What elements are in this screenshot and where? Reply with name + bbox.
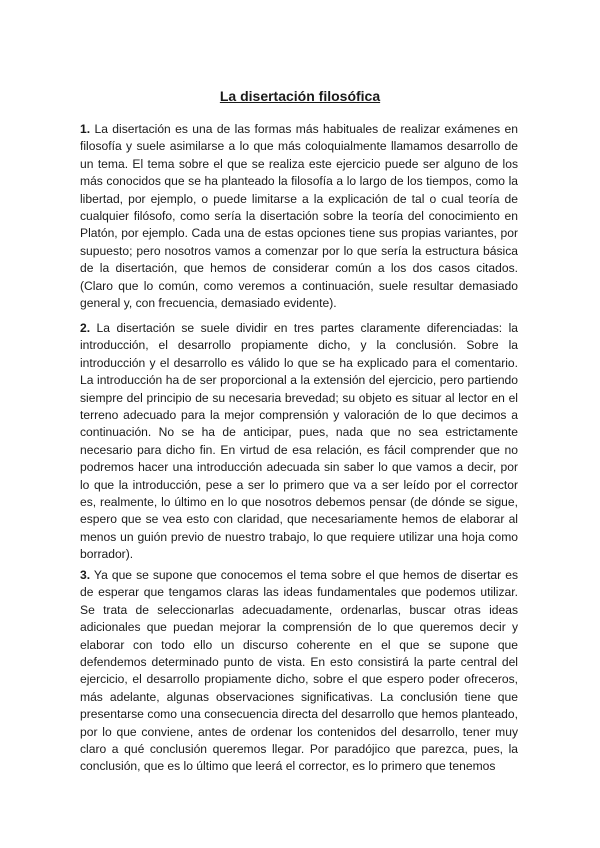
paragraph-3 bbox=[80, 567, 518, 776]
paragraph-number: 2. bbox=[80, 321, 91, 335]
paragraph-text: La disertación se suele dividir en tres partes claramente diferenciadas: la introducción, el desarrollo propiamente dicho, y la conclusión. Sobre la introducción y el desarrollo es válido lo que se ha explicado para el comentario. La introducción ha de ser proporcional a la extensión del ejercicio, pero partiendo siempre del principio de su necesaria brevedad; su objeto es situar al lector en el terreno adecuado para la mejor comprensión y valoración de lo que decimos a continuación. No se ha de anticipar, pues, nada que no sea estrictamente necesario para dicho fin. En virtud de esa relación, es fácil comprender que no podremos hacer una introducción adecuada sin saber lo que vamos a decir, por lo que la introducción, pese a ser lo primero que va a ser leído por el corrector es, realmente, lo último en lo que nosotros debemos pensar (de dónde se sigue, espero que se vea esto con claridad, que necesariamente hemos de elaborar al menos un guión previo de nuestro trabajo, lo que requiere utilizar una hoja como borrador). bbox=[80, 321, 518, 562]
document-title: La disertación filosófica bbox=[219, 88, 381, 104]
paragraph-1 bbox=[80, 121, 518, 312]
paragraph-text: Ya que se supone que conocemos el tema sobre el que hemos de disertar es de esperar que tengamos claras las ideas fundamentales que podemos utilizar. Se trata de seleccionarlas adecuadamente, ordenarlas, buscar otras ideas adicionales que puedan mejorar la comprensión de lo que queremos decir y elaborar con todo ello un discurso coherente en el que se supone que defendemos determinado punto de vista. En esto consistirá la parte central del ejercicio, el desarrollo propiamente dicho, sobre el que espero poder ofreceros, más adelante, algunas observaciones significativas. La conclusión tiene que presentarse como una consecuencia directa del desarrollo que hemos planteado, por lo que conviene, antes de ordenar los contenidos del desarrollo, tener muy claro a qué conclusión queremos llegar. Por paradójico que parezca, pues, la conclusión, que es lo último que leerá el corrector, es lo primero que tenemos bbox=[80, 568, 518, 774]
paragraph-number: 1. bbox=[80, 122, 91, 136]
paragraph-2 bbox=[80, 320, 518, 564]
paragraph-text: La disertación es una de las formas más habituales de realizar exámenes en filosofía y suele asimilarse a lo que más coloquialmente llamamos desarrollo de un tema. El tema sobre el que se realiza este ejercicio puede ser alguno de los más conocidos que se ha planteado la filosofía a lo largo de los tiempos, como la libertad, por ejemplo, o puede limitarse a la explicación de tal o cual teoría de cualquier filósofo, como sería la disertación sobre la teoría del conocimiento en Platón, por ejemplo. Cada una de estas opciones tiene sus propias variantes, por supuesto; pero nosotros vamos a comenzar por lo que sería la estructura básica de la disertación, que hemos de considerar común a los dos casos citados. (Claro que lo común, como veremos a continuación, suele resultar demasiado general y, con frecuencia, demasiado evidente). bbox=[80, 122, 518, 311]
paragraph-number: 3. bbox=[80, 568, 91, 582]
